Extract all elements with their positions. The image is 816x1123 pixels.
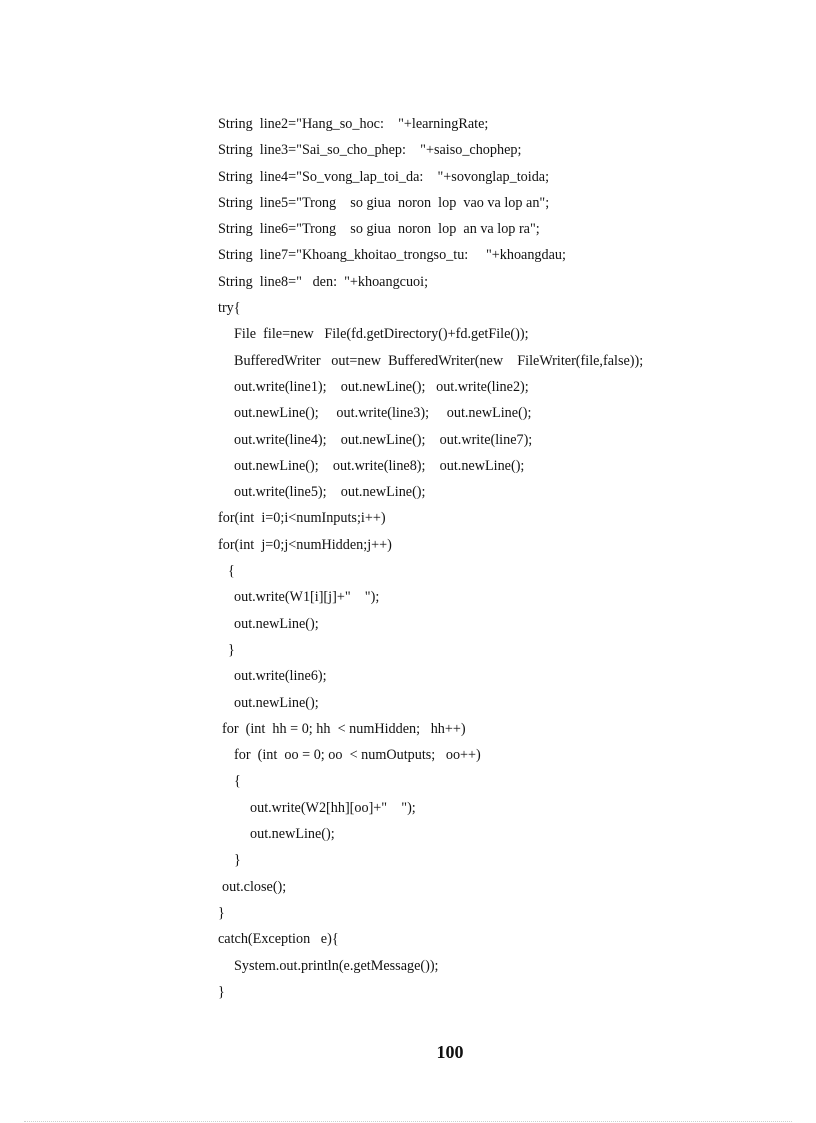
code-line: out.close(); <box>222 878 287 895</box>
page-bottom-divider <box>24 1121 792 1122</box>
code-line: { <box>234 773 241 790</box>
code-line: BufferedWriter out=new BufferedWriter(new FileWriter(file,false)); <box>234 352 644 369</box>
code-line: System.out.println(e.getMessage()); <box>234 957 439 974</box>
code-line: out.write(line1); out.newLine(); out.write(line2); <box>234 378 529 395</box>
code-line: File file=new File(fd.getDirectory()+fd.getFile()); <box>234 326 529 343</box>
code-line: out.write(W1[i][j]+" "); <box>234 589 380 606</box>
code-line: out.write(line4); out.newLine(); out.write(line7); <box>234 431 533 448</box>
code-line: out.write(line6); <box>234 668 327 685</box>
code-line: { <box>228 563 235 580</box>
code-line: out.newLine(); <box>234 694 319 711</box>
code-line: for (int hh = 0; hh < numHidden; hh++) <box>222 720 466 737</box>
code-line: } <box>218 983 225 1000</box>
code-line: catch(Exception e){ <box>218 931 339 948</box>
code-line: } <box>218 904 225 921</box>
code-line: } <box>228 641 235 658</box>
code-line: String line7="Khoang_khoitao_trongso_tu: "+khoangdau; <box>218 247 566 264</box>
code-line: out.write(W2[hh][oo]+" "); <box>250 799 416 816</box>
code-line: String line2="Hang_so_hoc: "+learningRate; <box>218 116 489 132</box>
code-line: out.write(line5); out.newLine(); <box>234 484 426 501</box>
code-line: out.newLine(); out.write(line3); out.newLine(); <box>234 405 532 422</box>
code-listing <box>218 111 738 1005</box>
code-line: String line3="Sai_so_cho_phep: "+saiso_chophep; <box>218 142 522 159</box>
code-line: out.newLine(); out.write(line8); out.newLine(); <box>234 457 525 474</box>
code-line: String line6="Trong so giua noron lop an va lop ra"; <box>218 221 540 238</box>
code-line: String line8=" den: "+khoangcuoi; <box>218 273 429 290</box>
code-line: out.newLine(); <box>250 826 335 843</box>
code-line: for(int i=0;i<numInputs;i++) <box>218 510 386 527</box>
code-line: String line5="Trong so giua noron lop vao va lop an"; <box>218 194 550 211</box>
code-line: } <box>234 852 241 869</box>
page-number: 100 <box>436 1042 464 1062</box>
code-line: out.newLine(); <box>234 615 319 632</box>
code-line: for(int j=0;j<numHidden;j++) <box>218 536 392 553</box>
code-line: String line4="So_vong_lap_toi_da: "+sovonglap_toida; <box>218 168 550 185</box>
code-line: try{ <box>218 300 241 317</box>
code-line: for (int oo = 0; oo < numOutputs; oo++) <box>234 747 481 764</box>
